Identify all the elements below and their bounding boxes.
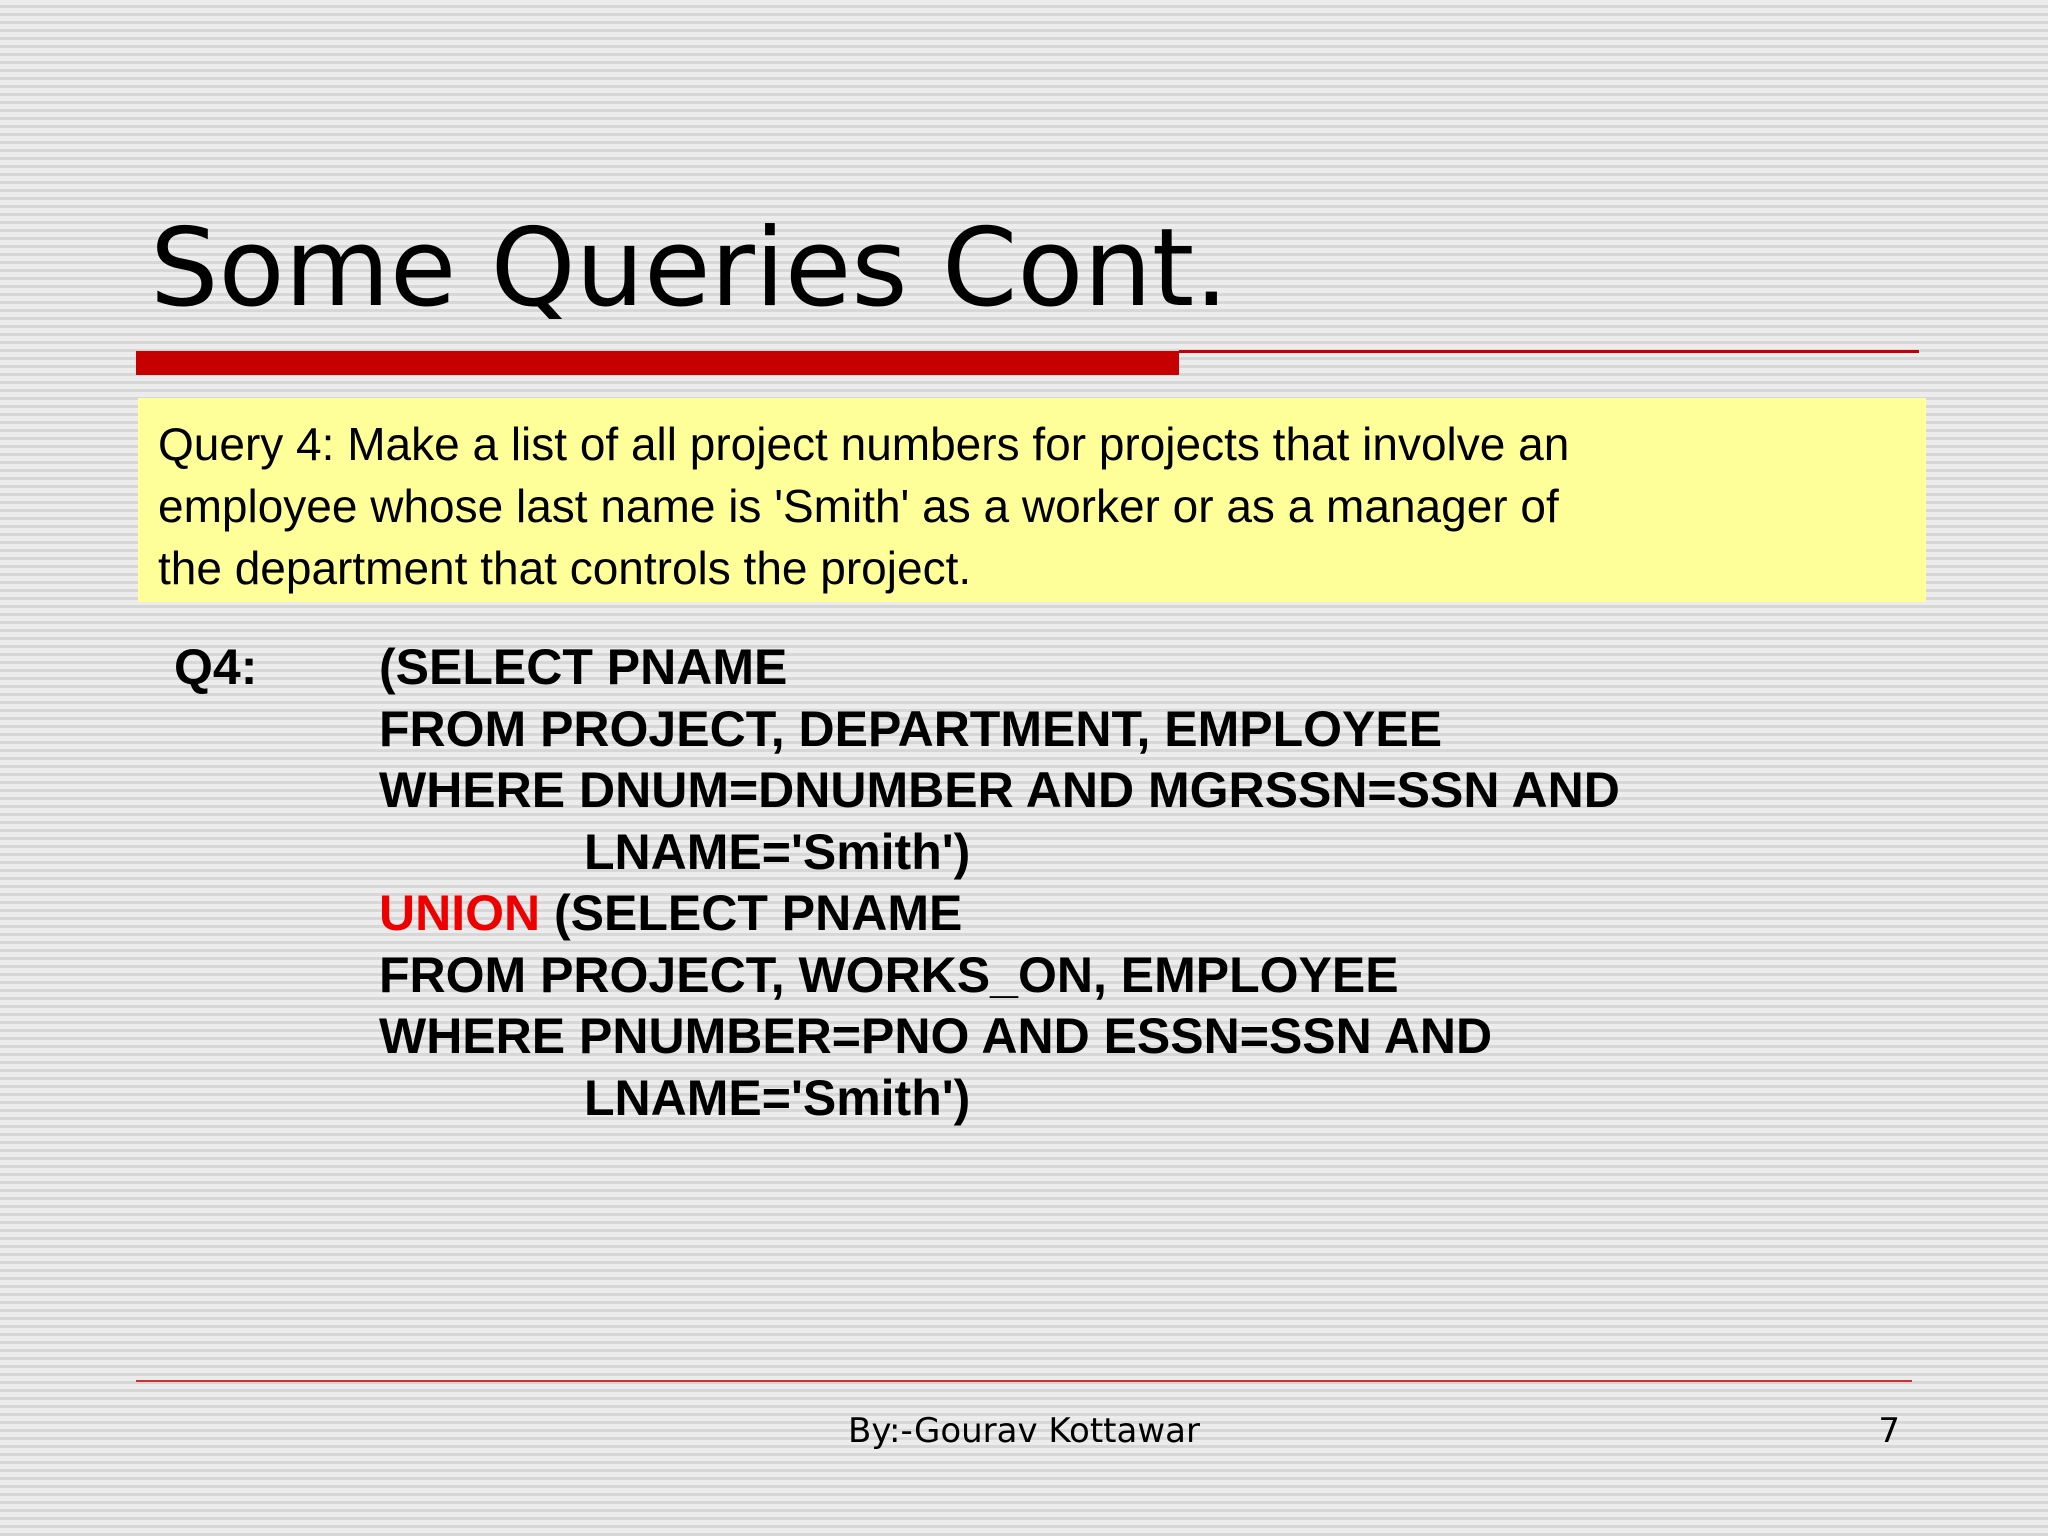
title-underline-thick: [136, 351, 1179, 375]
sql-line: [174, 637, 1620, 699]
footer-divider: [136, 1380, 1912, 1382]
query-description-line: Query 4: Make a list of all project numbers for projects that involve an: [158, 418, 1570, 470]
query-description-box: [138, 398, 1926, 602]
query-description-line: the department that controls the project.: [158, 542, 972, 594]
sql-line-text: FROM PROJECT, DEPARTMENT, EMPLOYEE: [379, 700, 1443, 757]
query-label: Q4:: [174, 639, 258, 695]
sql-line: [174, 945, 1620, 1007]
sql-line: [174, 822, 1620, 884]
sql-line: [174, 760, 1620, 822]
sql-line: [174, 1006, 1620, 1068]
sql-line-text: LNAME='Smith'): [584, 823, 971, 880]
sql-line: [174, 699, 1620, 761]
sql-line: [174, 1068, 1620, 1130]
footer-author: By:-Gourav Kottawar: [848, 1411, 1200, 1451]
sql-line-text: WHERE DNUM=DNUMBER AND MGRSSN=SSN AND: [379, 762, 1620, 818]
union-keyword: UNION: [379, 885, 541, 941]
page-number: 7: [1878, 1411, 1900, 1451]
sql-line: [174, 883, 1620, 945]
sql-line-text: WHERE PNUMBER=PNO AND ESSN=SSN AND: [379, 1008, 1493, 1064]
sql-line-text: (SELECT PNAME: [554, 885, 963, 941]
title-underline-thin: [1179, 350, 1919, 353]
sql-code-block: [174, 637, 1620, 1129]
sql-line-text: (SELECT PNAME: [379, 639, 788, 695]
sql-line-text: LNAME='Smith'): [584, 1069, 971, 1126]
sql-line-text: FROM PROJECT, WORKS_ON, EMPLOYEE: [379, 946, 1399, 1003]
query-description-line: employee whose last name is 'Smith' as a worker or as a manager of: [158, 480, 1559, 532]
slide-title: Some Queries Cont.: [150, 206, 1229, 331]
sql-line-text: [379, 883, 962, 945]
